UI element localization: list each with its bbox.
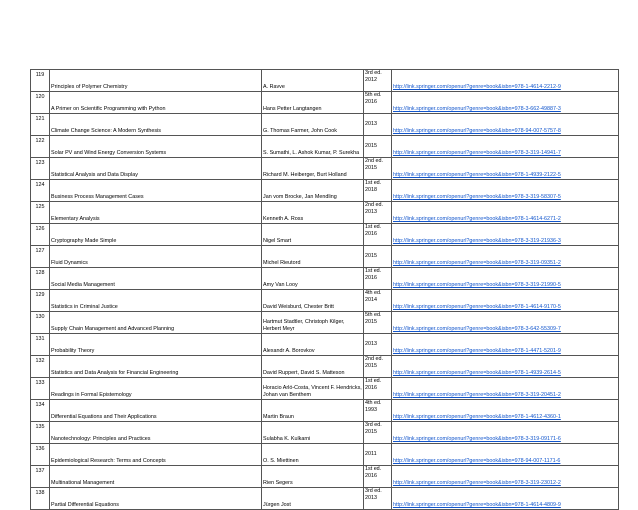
row-number: 122 [31,136,50,158]
year: 2012 [365,76,377,83]
springer-link[interactable]: http://link.springer.com/openurl?genre=book&isbn=978-1-4614-9170-5 [393,303,561,310]
link-cell [392,158,619,180]
table-row [31,70,619,92]
springer-link[interactable]: http://link.springer.com/openurl?genre=book&isbn=978-3-319-09171-6 [393,435,561,442]
edition: 2nd ed. [365,158,383,164]
springer-link[interactable]: http://link.springer.com/openurl?genre=book&isbn=978-1-4614-2212-9 [393,83,561,90]
springer-link[interactable]: http://link.springer.com/openurl?genre=book&isbn=978-3-662-49887-3 [393,105,561,112]
book-authors: Alexandr A. Borovkov [262,334,364,356]
book-authors: Rien Segers [262,466,364,488]
book-authors: Richard M. Heiberger, Burt Holland [262,158,364,180]
springer-link[interactable]: http://link.springer.com/openurl?genre=book&isbn=978-3-319-20451-2 [393,391,561,398]
year: 1993 [365,406,377,413]
edition: 2nd ed. [365,202,383,208]
edition [365,444,390,451]
springer-link[interactable]: http://link.springer.com/openurl?genre=book&isbn=978-94-007-1171-6 [393,457,561,464]
year: 2015 [365,318,377,325]
book-list-body [31,70,619,510]
book-authors: A. Ravve [262,70,364,92]
table-row [31,202,619,224]
row-number: 128 [31,268,50,290]
edition [365,246,390,253]
edition: 1st ed. [365,268,382,274]
book-authors: Jürgen Jost [262,488,364,510]
edition: 3rd ed. [365,70,382,76]
book-title: Statistics in Criminal Justice [50,290,262,312]
year: 2015 [365,252,377,259]
table-row [31,356,619,378]
springer-link[interactable]: http://link.springer.com/openurl?genre=book&isbn=978-3-319-21990-5 [393,281,561,288]
table-row [31,466,619,488]
edition-year-cell [364,70,392,92]
year: 2016 [365,230,377,237]
book-title: Statistics and Data Analysis for Financial Engineering [50,356,262,378]
edition: 4th ed. [365,290,382,296]
edition-year-cell [364,290,392,312]
row-number: 126 [31,224,50,246]
row-number: 134 [31,400,50,422]
springer-link[interactable]: http://link.springer.com/openurl?genre=book&isbn=978-1-4614-4809-9 [393,501,561,508]
book-authors: S. Sumathi, L. Ashok Kumar, P. Surekha [262,136,364,158]
link-cell [392,290,619,312]
edition: 3rd ed. [365,422,382,428]
book-authors: Horacio Arló-Costa, Vincent F. Hendricks, Johan van Benthem [262,378,364,400]
edition-year-cell [364,180,392,202]
springer-link[interactable]: http://link.springer.com/openurl?genre=book&isbn=978-3-319-09351-2 [393,259,561,266]
book-authors: Amy Van Looy [262,268,364,290]
table-row [31,488,619,510]
book-title: Probability Theory [50,334,262,356]
table-row [31,136,619,158]
edition-year-cell [364,488,392,510]
year: 2013 [365,208,377,215]
link-cell [392,136,619,158]
link-cell [392,92,619,114]
row-number: 135 [31,422,50,444]
year: 2011 [365,450,377,457]
row-number: 121 [31,114,50,136]
edition: 5th ed. [365,312,382,318]
edition-year-cell [364,136,392,158]
row-number: 127 [31,246,50,268]
edition-year-cell [364,466,392,488]
row-number: 123 [31,158,50,180]
year: 2016 [365,98,377,105]
springer-link[interactable]: http://link.springer.com/openurl?genre=book&isbn=978-3-319-23012-2 [393,479,561,486]
book-authors: David Ruppert, David S. Matteson [262,356,364,378]
book-title: Principles of Polymer Chemistry [50,70,262,92]
edition: 1st ed. [365,180,382,186]
table-row [31,114,619,136]
book-list-table [30,69,619,510]
book-title: Partial Differential Equations [50,488,262,510]
table-row [31,92,619,114]
year: 2015 [365,428,377,435]
springer-link[interactable]: http://link.springer.com/openurl?genre=book&isbn=978-1-4939-2614-5 [393,369,561,376]
book-title: Fluid Dynamics [50,246,262,268]
edition: 1st ed. [365,466,382,472]
table-row [31,334,619,356]
edition-year-cell [364,444,392,466]
link-cell [392,224,619,246]
year: 2015 [365,142,377,149]
edition [365,114,390,121]
book-title: Climate Change Science: A Modern Synthesis [50,114,262,136]
book-title: Epidemiological Research: Terms and Concepts [50,444,262,466]
edition-year-cell [364,334,392,356]
link-cell [392,444,619,466]
year: 2015 [365,164,377,171]
link-cell [392,422,619,444]
table-row [31,378,619,400]
edition [365,334,390,341]
link-cell [392,180,619,202]
table-row [31,246,619,268]
edition-year-cell [364,356,392,378]
springer-link[interactable]: http://link.springer.com/openurl?genre=book&isbn=978-1-4939-2122-5 [393,171,561,178]
book-authors: Sulabha K. Kulkarni [262,422,364,444]
table-row [31,224,619,246]
row-number: 131 [31,334,50,356]
springer-link[interactable]: http://link.springer.com/openurl?genre=book&isbn=978-1-4471-5201-9 [393,347,561,354]
book-title: Statistical Analysis and Data Display [50,158,262,180]
edition-year-cell [364,158,392,180]
edition: 1st ed. [365,224,382,230]
year: 2013 [365,120,377,127]
book-authors: O. S. Miettinen [262,444,364,466]
book-title: Solar PV and Wind Energy Conversion Systems [50,136,262,158]
row-number: 119 [31,70,50,92]
table-row [31,290,619,312]
edition: 5th ed. [365,92,382,98]
edition-year-cell [364,268,392,290]
link-cell [392,70,619,92]
book-title: Differential Equations and Their Applications [50,400,262,422]
book-authors: Kenneth A. Ross [262,202,364,224]
springer-link[interactable]: http://link.springer.com/openurl?genre=book&isbn=978-1-4612-4360-1 [393,413,561,420]
book-title: Cryptography Made Simple [50,224,262,246]
link-cell [392,466,619,488]
edition-year-cell [364,422,392,444]
row-number: 138 [31,488,50,510]
book-authors: G. Thomas Farmer, John Cook [262,114,364,136]
springer-link[interactable]: http://link.springer.com/openurl?genre=book&isbn=978-1-4614-6271-2 [393,215,561,222]
table-row [31,400,619,422]
springer-link[interactable]: http://link.springer.com/openurl?genre=book&isbn=978-94-007-5757-8 [393,127,561,134]
book-title: A Primer on Scientific Programming with Python [50,92,262,114]
link-cell [392,246,619,268]
edition: 3rd ed. [365,488,382,494]
edition: 4th ed. [365,400,382,406]
book-title: Social Media Management [50,268,262,290]
table-row [31,268,619,290]
book-authors: Hans Petter Langtangen [262,92,364,114]
book-authors: Michel Rieutord [262,246,364,268]
link-cell [392,356,619,378]
row-number: 124 [31,180,50,202]
springer-link[interactable]: http://link.springer.com/openurl?genre=book&isbn=978-3-319-14941-7 [393,149,561,156]
row-number: 120 [31,92,50,114]
book-title: Nanotechnology: Principles and Practices [50,422,262,444]
springer-link[interactable]: http://link.springer.com/openurl?genre=book&isbn=978-3-319-21936-3 [393,237,561,244]
row-number: 132 [31,356,50,378]
link-cell [392,488,619,510]
table-row [31,312,619,334]
year: 2013 [365,494,377,501]
link-cell [392,268,619,290]
book-title: Multinational Management [50,466,262,488]
year: 2016 [365,472,377,479]
edition: 2nd ed. [365,356,383,362]
edition-year-cell [364,312,392,334]
table-row [31,422,619,444]
year: 2016 [365,274,377,281]
edition-year-cell [364,378,392,400]
table-row [31,180,619,202]
book-authors: Hartmut Stadtler, Christoph Kilger, Herbert Meyr [262,312,364,334]
row-number: 129 [31,290,50,312]
row-number: 125 [31,202,50,224]
table-row [31,158,619,180]
link-cell [392,114,619,136]
link-cell [392,202,619,224]
row-number: 137 [31,466,50,488]
book-title: Readings in Formal Epistemology [50,378,262,400]
edition-year-cell [364,202,392,224]
book-authors: Martin Braun [262,400,364,422]
row-number: 130 [31,312,50,334]
book-authors: Nigel Smart [262,224,364,246]
edition-year-cell [364,114,392,136]
book-authors: Jan vom Brocke, Jan Mendling [262,180,364,202]
springer-link[interactable]: http://link.springer.com/openurl?genre=book&isbn=978-3-642-55309-7 [393,325,561,332]
link-cell [392,400,619,422]
year: 2018 [365,186,377,193]
link-cell [392,378,619,400]
edition: 1st ed. [365,378,382,384]
book-title: Business Process Management Cases [50,180,262,202]
springer-link[interactable]: http://link.springer.com/openurl?genre=book&isbn=978-3-319-58307-5 [393,193,561,200]
book-authors: David Weisburd, Chester Britt [262,290,364,312]
edition-year-cell [364,400,392,422]
year: 2013 [365,340,377,347]
edition-year-cell [364,246,392,268]
edition-year-cell [364,224,392,246]
year: 2014 [365,296,377,303]
edition-year-cell [364,92,392,114]
row-number: 136 [31,444,50,466]
year: 2015 [365,362,377,369]
year: 2016 [365,384,377,391]
book-title: Elementary Analysis [50,202,262,224]
table-row [31,444,619,466]
edition [365,136,390,143]
link-cell [392,312,619,334]
row-number: 133 [31,378,50,400]
link-cell [392,334,619,356]
book-title: Supply Chain Management and Advanced Planning [50,312,262,334]
